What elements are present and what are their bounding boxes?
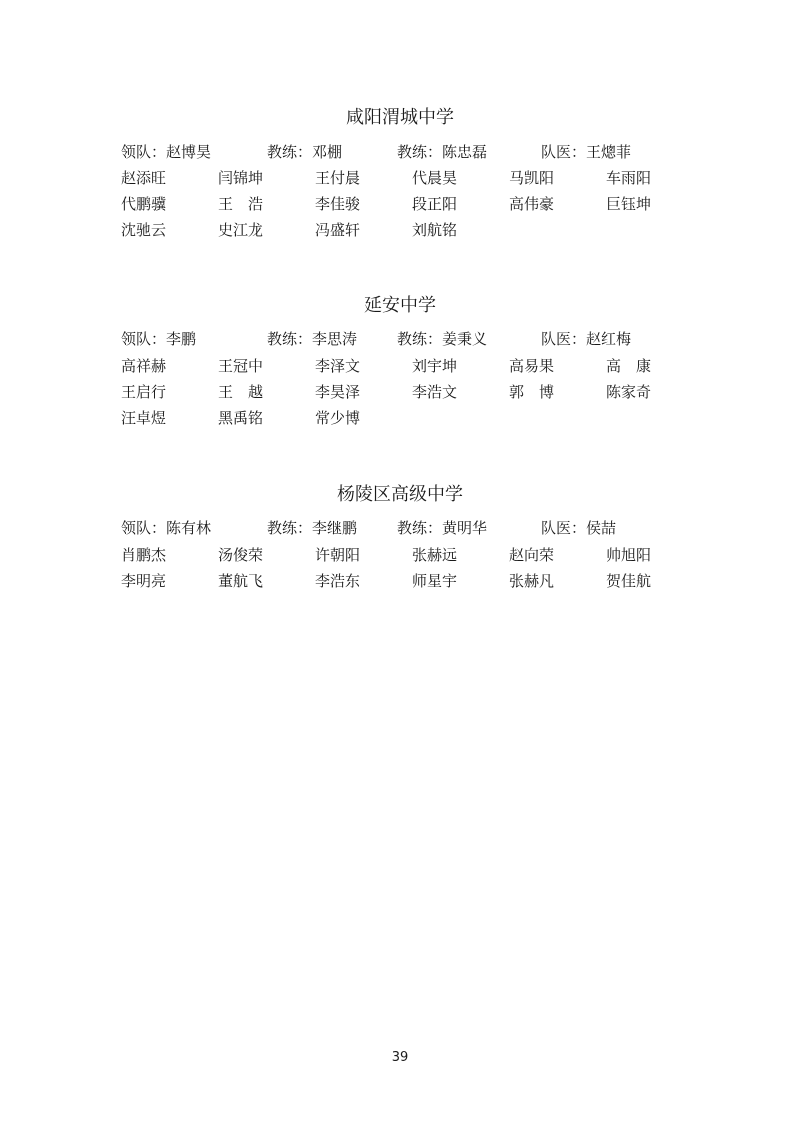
player-name: 董航飞 <box>218 572 264 590</box>
player-name: 沈驰云 <box>121 221 167 239</box>
player-name: 郭 博 <box>509 383 555 401</box>
player-name: 高伟豪 <box>509 195 555 213</box>
player-name: 王 越 <box>218 383 264 401</box>
coach: 教练：李继鹏 <box>267 519 358 537</box>
player-row <box>0 570 800 592</box>
player-row <box>0 407 800 429</box>
player-name: 王付晨 <box>315 169 361 187</box>
coach: 教练：李思涛 <box>267 330 358 348</box>
player-name: 师星宇 <box>412 572 458 590</box>
team-doctor: 队医：王熜菲 <box>541 143 632 161</box>
player-name: 高易果 <box>509 357 555 375</box>
player-name: 帅旭阳 <box>606 546 652 564</box>
player-name: 段正阳 <box>412 195 458 213</box>
player-name: 王冠中 <box>218 357 264 375</box>
player-name: 车雨阳 <box>606 169 652 187</box>
player-name: 代晨昊 <box>412 169 458 187</box>
player-name: 黑禹铭 <box>218 409 264 427</box>
player-name: 冯盛轩 <box>315 221 361 239</box>
player-name: 高 康 <box>606 357 652 375</box>
player-name: 许朝阳 <box>315 546 361 564</box>
team-title: 咸阳渭城中学 <box>346 107 454 128</box>
player-name: 王 浩 <box>218 195 264 213</box>
team-leader: 领队：李鹏 <box>121 330 197 348</box>
player-name: 代鹏骥 <box>121 195 167 213</box>
staff-row <box>0 328 800 350</box>
player-name: 陈家奇 <box>606 383 652 401</box>
player-row <box>0 167 800 189</box>
player-name: 李佳骏 <box>315 195 361 213</box>
coach: 教练：黄明华 <box>397 519 488 537</box>
player-name: 闫锦坤 <box>218 169 264 187</box>
player-row <box>0 193 800 215</box>
team-title: 延安中学 <box>364 295 436 316</box>
player-name: 刘宇坤 <box>412 357 458 375</box>
team-doctor: 队医：赵红梅 <box>541 330 632 348</box>
player-name: 巨钰坤 <box>606 195 652 213</box>
player-name: 王启行 <box>121 383 167 401</box>
player-name: 常少博 <box>315 409 361 427</box>
player-row <box>0 544 800 566</box>
player-name: 张赫凡 <box>509 572 555 590</box>
player-name: 贺佳航 <box>606 572 652 590</box>
player-name: 赵向荣 <box>509 546 555 564</box>
page-number: 39 <box>391 1050 409 1065</box>
player-name: 李明亮 <box>121 572 167 590</box>
player-name: 张赫远 <box>412 546 458 564</box>
player-name: 马凯阳 <box>509 169 555 187</box>
player-row <box>0 219 800 241</box>
player-row <box>0 381 800 403</box>
coach: 教练：邓棚 <box>267 143 343 161</box>
team-leader: 领队：陈有林 <box>121 519 212 537</box>
player-name: 肖鹏杰 <box>121 546 167 564</box>
team-title: 杨陵区高级中学 <box>337 484 463 505</box>
player-name: 李浩文 <box>412 383 458 401</box>
team-leader: 领队：赵博昊 <box>121 143 212 161</box>
team-doctor: 队医：侯喆 <box>541 519 617 537</box>
player-name: 赵添旺 <box>121 169 167 187</box>
player-name: 李昊泽 <box>315 383 361 401</box>
player-name: 汤俊荣 <box>218 546 264 564</box>
player-name: 汪卓煜 <box>121 409 167 427</box>
player-name: 李浩东 <box>315 572 361 590</box>
player-name: 高祥赫 <box>121 357 167 375</box>
staff-row <box>0 141 800 163</box>
player-name: 李泽文 <box>315 357 361 375</box>
player-name: 刘航铭 <box>412 221 458 239</box>
player-name: 史江龙 <box>218 221 264 239</box>
staff-row <box>0 517 800 539</box>
player-row <box>0 355 800 377</box>
coach: 教练：陈忠磊 <box>397 143 488 161</box>
coach: 教练：姜秉义 <box>397 330 488 348</box>
